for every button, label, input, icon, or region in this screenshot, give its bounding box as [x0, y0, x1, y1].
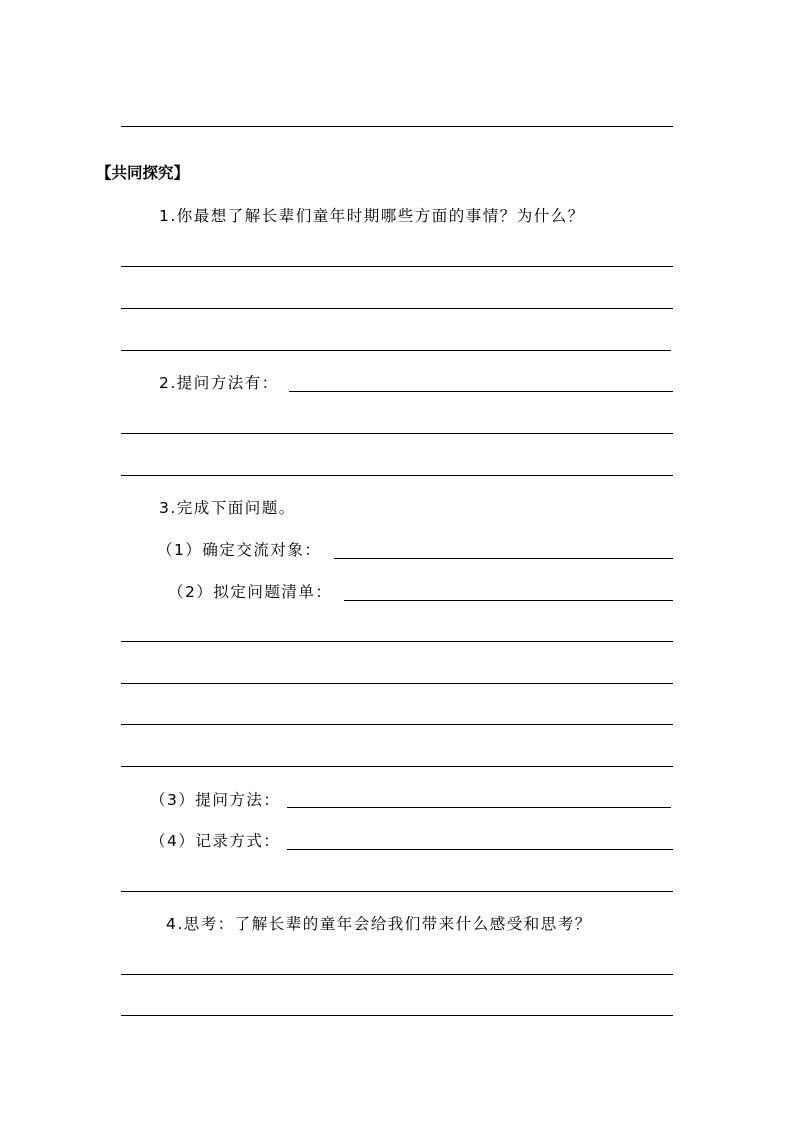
answer-line[interactable]: [121, 641, 673, 642]
answer-line[interactable]: [121, 891, 673, 892]
answer-line[interactable]: [121, 126, 673, 127]
question-3-sub-4: （4）记录方式：: [150, 832, 281, 850]
answer-line[interactable]: [121, 350, 671, 351]
answer-line[interactable]: [121, 1015, 673, 1016]
question-3-sub-3: （3）提问方法：: [150, 791, 281, 809]
question-4: 4.思考：了解长辈的童年会给我们带来什么感受和思考？: [166, 915, 592, 933]
question-2-label: 2.提问方法有：: [159, 374, 279, 392]
answer-line[interactable]: [344, 600, 673, 601]
question-3: 3.完成下面问题。: [159, 499, 296, 517]
question-3-sub-1: （1）确定交流对象：: [157, 541, 322, 559]
answer-line[interactable]: [121, 724, 673, 725]
answer-line[interactable]: [121, 683, 673, 684]
answer-line[interactable]: [121, 266, 673, 267]
section-heading: 【共同探究】: [96, 164, 190, 182]
answer-line[interactable]: [287, 807, 671, 808]
answer-line[interactable]: [121, 974, 673, 975]
answer-line[interactable]: [121, 475, 673, 476]
answer-line[interactable]: [121, 766, 673, 767]
question-1: 1.你最想了解长辈们童年时期哪些方面的事情？为什么？: [159, 207, 585, 225]
answer-line[interactable]: [121, 433, 673, 434]
answer-line[interactable]: [287, 849, 673, 850]
answer-line[interactable]: [289, 391, 673, 392]
answer-line[interactable]: [121, 308, 673, 309]
answer-line[interactable]: [334, 558, 673, 559]
question-3-sub-2: （2）拟定问题清单：: [168, 583, 333, 601]
